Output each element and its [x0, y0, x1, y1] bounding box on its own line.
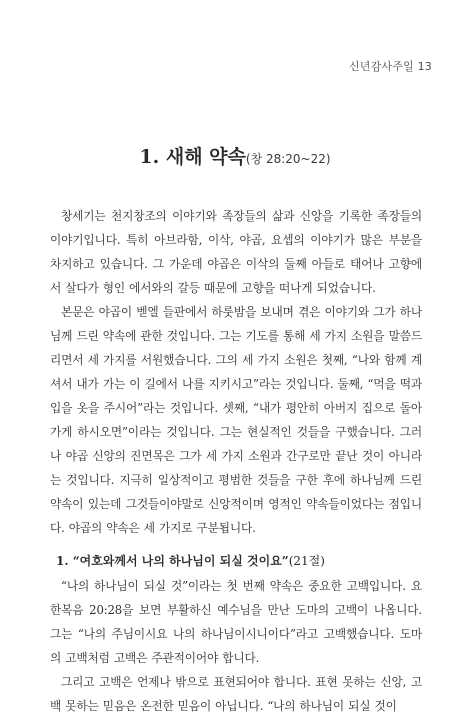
- paragraph: 본문은 야곱이 벧엘 들판에서 하룻밤을 보내며 겪은 이야기와 그가 하나님께 드린 약속에 관한 것입니다. 그는 기도를 통해 세 가지 소원을 말씀드리면서 세 가지를 서원했습니다. 그의 세 가지 소원은 첫째, “나와 함께 계셔서 내가 가는 이 길에서 나를 지키시고”라는 것입니다. 둘째, “먹을 떡과 입을 옷을 주시어”라는 것입니다. 셋째, “내가 평안히 아버지 집으로 돌아가게 하시오면”이라는 것입니다. 그는 현실적인 것들을 구했습니다. 그러나 야곱 신앙의 진면목은 그가 세 가지 소원과 간구로만 끝난 것이 아니라는 것입니다. 지극히 일상적이고 평범한 것들을 구한 후에 하나님께 드린 약속이 있는데 그것들이야말로 신앙적이며 영적인 약속들이었다는 점입니다. 야곱의 약속은 세 가지로 구분됩니다.: [50, 305, 422, 535]
- chapter-reference: (창 28:20~22): [245, 152, 331, 166]
- chapter-title-text: 1. 새해 약속: [139, 146, 246, 168]
- body-text: [50, 204, 422, 718]
- running-header: 신년감사주일 13: [348, 60, 432, 73]
- paragraph: “나의 하나님이 되실 것”이라는 첫 번째 약속은 중요한 고백입니다. 요한복음 20:28을 보면 부활하신 예수님을 만난 도마의 고백이 나옵니다. 그는 “나의 주님이시요 나의 하나님이시니이다”라고 고백했습니다. 도마의 고백처럼 고백은 주관적이어야 합니다.: [50, 579, 422, 665]
- chapter-title: [0, 142, 470, 169]
- section-heading-text: 1. “여호와께서 나의 하나님이 되실 것이요”: [56, 554, 289, 568]
- paragraph: 그리고 고백은 언제나 밖으로 표현되어야 합니다. 표현 못하는 신앙, 고백 못하는 믿음은 온전한 믿음이 아닙니다. “나의 하나님이 되실 것이: [50, 675, 422, 713]
- section-verse-ref: (21절): [288, 554, 325, 568]
- paragraph: 창세기는 천지창조의 이야기와 족장들의 삶과 신앙을 기록한 족장들의 이야기입니다. 특히 아브라함, 이삭, 야곱, 요셉의 이야기가 많은 부분을 차지하고 있습니다. 그 가운데 야곱은 이삭의 둘째 아들로 태어나 고향에서 살다가 형인 에서와의 갈등 때문에 고향을 떠나게 되었습니다.: [50, 209, 422, 295]
- section-heading: [50, 548, 422, 574]
